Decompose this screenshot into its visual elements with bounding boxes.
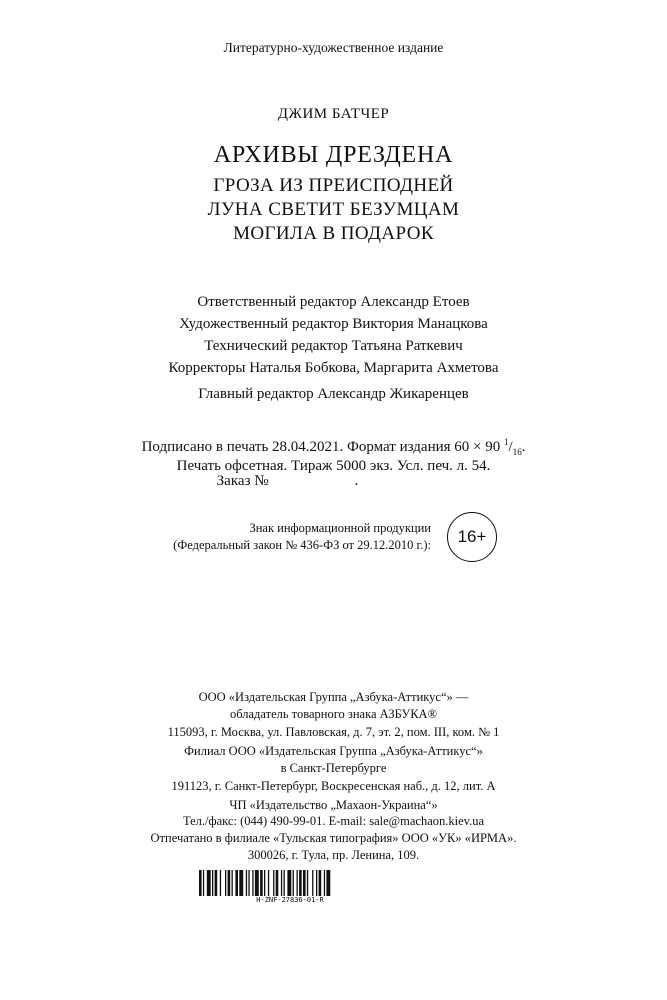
publisher-line-2: обладатель товарного знака АЗБУКА® xyxy=(229,707,438,721)
book-title-2: ЛУНА СВЕТИТ БЕЗУМЦАМ xyxy=(207,199,460,220)
barcode-bar xyxy=(319,870,322,896)
book-title-3: МОГИЛА В ПОДАРОК xyxy=(233,223,434,244)
print-signed-format: Подписано в печать 28.04.2021. Формат издания 60 × 90 xyxy=(141,439,501,455)
publisher-line-8: Тел./факс: (044) 490-99-01. E-mail: sale@machaon.kiev.ua xyxy=(182,814,485,828)
order-number-label: Заказ № xyxy=(216,473,269,489)
publisher-line-5: в Санкт-Петербурге xyxy=(280,761,387,775)
series-title: АРХИВЫ ДРЕЗДЕНА xyxy=(213,142,454,168)
barcode-bar xyxy=(225,870,226,896)
barcode-bar xyxy=(199,870,202,896)
edition-type: Литературно-художественное издание xyxy=(223,40,444,55)
print-info-line1: Подписано в печать 28.04.2021. Формат издания 60 × 90 $^1/_{16}$. xyxy=(141,437,526,457)
barcode-bar xyxy=(284,870,285,896)
barcode-bar xyxy=(215,870,218,896)
barcode-bar xyxy=(232,870,233,896)
barcode-bar xyxy=(281,870,282,896)
credit-responsible-editor: Ответственный редактор Александр Етоев xyxy=(197,294,470,310)
barcode-bar xyxy=(303,870,306,896)
print-info-line3 xyxy=(0,474,621,489)
barcode-bar xyxy=(307,870,308,896)
publisher-line-4: Филиал ООО «Издательская Группа „Азбука-Аттикус“» xyxy=(184,744,483,758)
print-info-line2: Печать офсетная. Тираж 5000 экз. Усл. печ. л. 54. xyxy=(176,458,491,474)
publisher-line-6: 191123, г. Санкт-Петербург, Воскресенская наб., д. 12, лит. А xyxy=(171,779,496,793)
publisher-line-10: 300026, г. Тула, пр. Ленина, 109. xyxy=(247,848,420,862)
barcode-bar xyxy=(228,870,231,896)
barcode-number: H-ZNF-27836-01-R xyxy=(256,896,324,904)
print-line1-end: . xyxy=(521,439,526,455)
barcode-bar xyxy=(246,870,247,896)
credit-technical-editor: Технический редактор Татьяна Раткевич xyxy=(204,338,463,354)
barcode xyxy=(199,870,379,896)
publisher-line-3: 115093, г. Москва, ул. Павловская, д. 7, эт. 2, пом. III, ком. № 1 xyxy=(167,725,500,739)
publisher-line-9: Отпечатано в филиале «Тульская типография» ООО «УК» «ИРМА». xyxy=(150,831,517,845)
publisher-line-1: ООО «Издательская Группа „Азбука-Аттикус“» — xyxy=(198,690,469,704)
age-rating-label xyxy=(173,520,431,554)
barcode-bar xyxy=(252,870,253,896)
publisher-line-7: ЧП «Издательство „Махаон-Украина“» xyxy=(229,798,438,812)
age-rating-label-line2: (Федеральный закон № 436-ФЗ от 29.12.2010 г.): xyxy=(173,538,431,552)
age-rating-badge xyxy=(447,512,497,562)
barcode-bar xyxy=(268,870,269,896)
barcode-bar xyxy=(207,870,211,896)
barcode-bar xyxy=(248,870,249,896)
order-number-end: . xyxy=(354,473,359,489)
barcode-bar xyxy=(203,870,204,896)
barcode-bar xyxy=(297,870,298,896)
barcode-bar xyxy=(255,870,259,896)
credit-art-editor: Художественный редактор Виктория Манацкова xyxy=(179,316,488,332)
age-rating-value: 16+ xyxy=(457,527,487,546)
barcode-bar xyxy=(264,870,265,896)
barcode-bar xyxy=(276,870,279,896)
barcode-bar xyxy=(273,870,274,896)
author-name: ДЖИМ БАТЧЕР xyxy=(277,106,390,122)
barcode-bar xyxy=(316,870,317,896)
age-rating-label-line1: Знак информационной продукции xyxy=(249,521,431,535)
barcode-bar xyxy=(293,870,294,896)
barcode-bar xyxy=(235,870,238,896)
barcode-bar xyxy=(239,870,243,896)
barcode-bar xyxy=(299,870,302,896)
format-denominator: 16 xyxy=(512,447,522,457)
credit-proofreaders: Корректоры Наталья Бобкова, Маргарита Ахметова xyxy=(168,360,499,376)
barcode-bar xyxy=(312,870,313,896)
barcode-bar xyxy=(324,870,325,896)
barcode-bar xyxy=(260,870,263,896)
barcode-bar xyxy=(220,870,221,896)
format-numerator: 1 xyxy=(504,437,509,447)
barcode-bar xyxy=(287,870,291,896)
credit-chief-editor: Главный редактор Александр Жикаренцев xyxy=(198,386,469,402)
book-title-1: ГРОЗА ИЗ ПРЕИСПОДНЕЙ xyxy=(213,175,454,196)
barcode-bar xyxy=(212,870,213,896)
barcode-bar xyxy=(326,870,330,896)
